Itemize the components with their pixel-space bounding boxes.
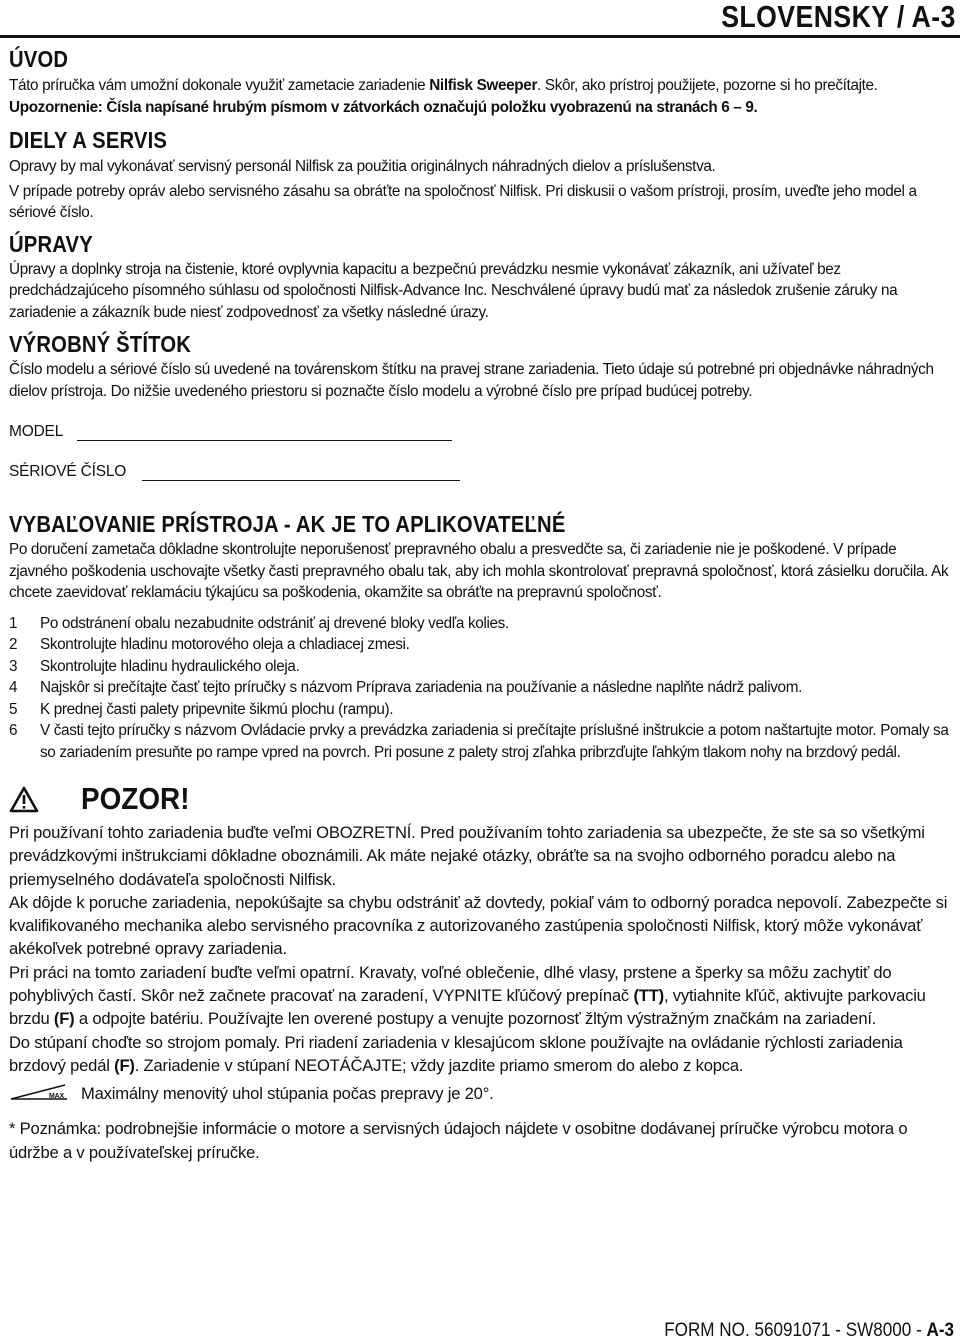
warning-title-row (9, 780, 952, 818)
list-item: 4 Najskôr si prečítajte časť tejto príručky s názvom Príprava zariadenia na používanie a následne naplňte nádrž palivom. (9, 679, 802, 696)
header-rule (0, 35, 960, 38)
list-item: 5 K prednej časti palety pripevnite šikmú plochu (rampu). (9, 700, 394, 718)
unpacking-paragraph: Po doručení zametača dôkladne skontrolujte neporušenosť prepravného obalu a presvedčte sa, či zariadenie nie je poškodené. V prípade zjavného poškodenia uschovajte všetky časti prepravného obalu tak, aby ich mohla skontrolovať prepravná spoločnosť, ktorá zásielku doručila. Ak chcete zaevidovať reklamáciu týkajúcu sa poškodenia, okamžite sa obráťte na prepravnú spoločnosť. (9, 541, 949, 601)
parts-paragraph-1: Opravy by mal vykonávať servisný personál Nilfisk za použitia originálnych náhradných dielov a príslušenstva. (9, 158, 716, 175)
list-item: 1 Po odstránení obalu nezabudnite odstrániť aj drevené bloky vedľa kolies. (9, 614, 509, 632)
page-content (9, 46, 952, 1164)
model-field (9, 423, 952, 441)
modifications-paragraph: Úpravy a doplnky stroja na čistenie, ktoré ovplyvnia kapacitu a bezpečnú prevádzku nesmie vykonávať zákazník, ani užívateľ bez predchádzajúceho písomného súhlasu od spoločnosti Nilfisk-Advance Inc. Neschválené úpravy budú mať za následok zrušenie záruky na zariadenie a zákazník bude niesť zodpovednosť za všetky následné úrazy. (9, 260, 898, 321)
unpacking-steps-list (9, 613, 952, 764)
section-intro (9, 46, 952, 118)
warning-triangle-icon (9, 786, 39, 813)
heading-parts-service: DIELY A SERVIS (9, 127, 168, 153)
footnote: * Poznámka: podrobnejšie informácie o motore a servisných údajoch nájdete v osobitne dodávanej príručke výrobcu motora o údržbe a v používateľskej príručke. (9, 1119, 908, 1162)
model-label: MODEL (9, 423, 64, 440)
max-slope-text: Maximálny menovitý uhol stúpania počas prepravy je 20°. (81, 1083, 494, 1103)
list-item: 6 V časti tejto príručky s názvom Ovládacie prvky a prevádzka zariadenia si prečítajte príslušné inštrukcie a potom naštartujte motor. Pomaly sa so zariadením presuňte po rampe vpred na povrch. Pri posune z palety stroj zľahka pribrzďujte ľahkým tlakom nohy na brzdový pedál. (9, 722, 949, 761)
section-warning (9, 780, 952, 1107)
max-slope-row (9, 1079, 952, 1107)
section-parts-service (9, 127, 952, 224)
svg-text:MAX: MAX (49, 1093, 64, 1101)
warning-paragraph-4: Do stúpaní choďte so strojom pomaly. Pri riadení zariadenia v klesajúcom sklone používajte na ovládanie rýchlosti zariadenia brzdový pedál (F). Zariadenie v stúpaní NEOTÁČAJTE; vždy jazdite priamo smerom do alebo z kopca. (9, 1032, 903, 1075)
serial-blank-line (142, 465, 460, 481)
warning-paragraph-3: Pri práci na tomto zariadení buďte veľmi opatrní. Kravaty, voľné oblečenie, dlhé vlasy, prstene a šperky sa môžu zachytiť do pohyblivých častí. Skôr než začnete pracovať na zaradení, VYPNITE kľúčový prepínač (TT), vytiahnite kľúč, aktivujte parkovaciu brzdu (F) a odpojte batériu. Používajte len overené postupy a venujte pozornosť žltým výstražným značkám na zariadení. (9, 962, 926, 1029)
heading-modifications: ÚPRAVY (9, 230, 93, 257)
heading-intro: ÚVOD (9, 46, 69, 72)
serial-label: SÉRIOVÉ ČÍSLO (9, 463, 127, 480)
serial-field (9, 463, 952, 481)
section-modifications (9, 231, 952, 324)
parts-paragraph-2: V prípade potreby opráv alebo servisného zásahu sa obráťte na spoločnosť Nilfisk. Pri diskusii o vašom prístroji, prosím, uveďte jeho model a sériové číslo. (9, 182, 917, 221)
heading-unpacking: VYBAĽOVANIE PRÍSTROJA - AK JE TO APLIKOVATEĽNÉ (9, 511, 566, 537)
section-nameplate (9, 331, 952, 481)
warning-paragraph-2: Ak dôjde k poruche zariadenia, nepokúšajte sa chybu odstrániť až dovtedy, pokiaľ vám to odborný poradca nepovolí. Zabezpečte si kvalifikovaného mechanika alebo servisného pracovníka z autorizovaného zastúpenia spoločnosti Nilfisk, ktorý môže vykonávať akékoľvek potrebné opravy zariadenia. (9, 892, 948, 959)
warning-title: POZOR! (81, 781, 190, 816)
intro-note: Upozornenie: Čísla napísané hrubým písmom v zátvorkách označujú položku vyobrazenú na stranách 6 – 9. (9, 98, 758, 116)
model-blank-line (77, 425, 452, 441)
form-number: FORM NO. 56091071 - SW8000 - A-3 (664, 1320, 954, 1341)
list-item: 3 Skontrolujte hladinu hydraulického oleja. (9, 657, 300, 675)
section-unpacking (9, 511, 952, 763)
heading-nameplate: VÝROBNÝ ŠTÍTOK (9, 331, 192, 357)
list-item: 2 Skontrolujte hladinu motorového oleja a chladiacej zmesi. (9, 636, 410, 653)
intro-paragraph: Táto príručka vám umožní dokonale využiť zametacie zariadenie Nilfisk Sweeper. Skôr, ako prístroj použijete, pozorne si ho prečítajte. (9, 77, 878, 94)
warning-paragraph-1: Pri používaní tohto zariadenia buďte veľmi OBOZRETNÍ. Pred používaním tohto zariadenia sa ubezpečte, že ste sa so všetkými prevádzkovými inštrukciami dôkladne oboznámili. Ak máte nejaké otázky, obráťte sa na svojho odborného poradcu alebo na priemyselného dodávateľa spoločnosti Nilfisk. (9, 823, 925, 889)
nameplate-paragraph: Číslo modelu a sériové číslo sú uvedené na továrenskom štítku na pravej strane zariadenia. Tieto údaje sú potrebné pri objednávke náhradných dielov prístroja. Do nižšie uvedeného priestoru si poznačte číslo modelu a výrobné číslo pre prípad budúcej potreby. (9, 361, 934, 400)
page-header-title: SLOVENSKY / A-3 (721, 0, 956, 34)
max-slope-icon (9, 1083, 69, 1103)
